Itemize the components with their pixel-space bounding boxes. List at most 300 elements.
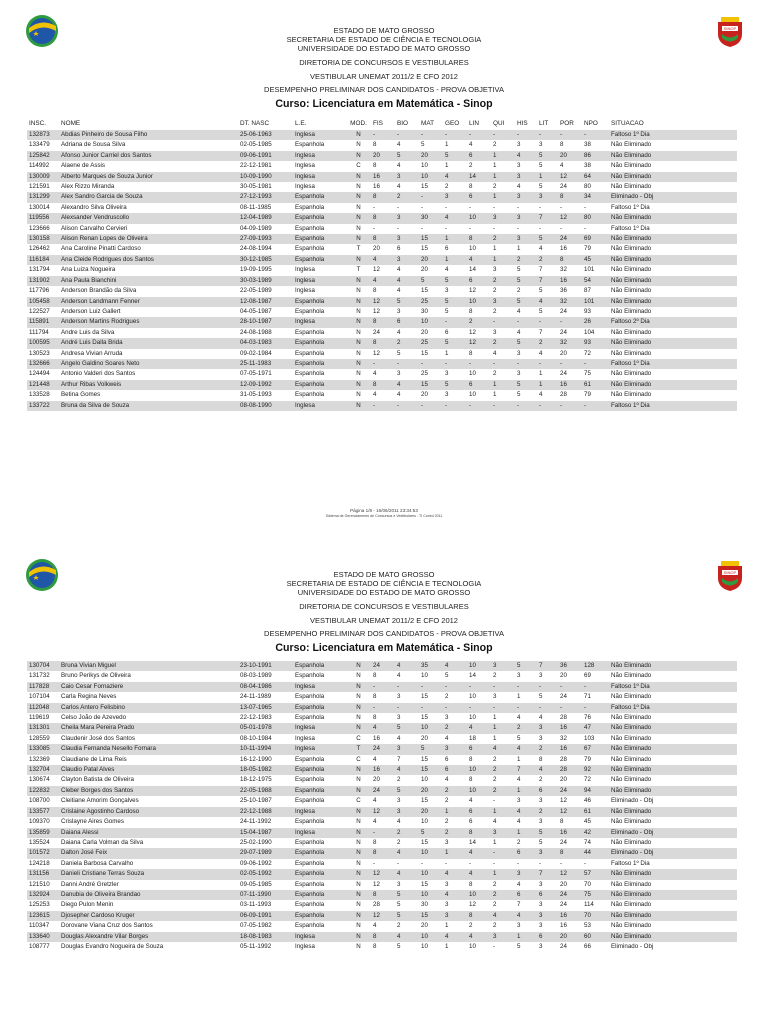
table-cell: -	[443, 682, 467, 692]
table-cell: Eliminado - Obj	[609, 828, 737, 838]
table-cell: 10	[419, 161, 443, 171]
table-cell: 16	[558, 244, 582, 254]
table-cell: 3	[537, 734, 558, 744]
table-cell: N	[346, 890, 371, 900]
table-cell: Daiana Carla Volman da Silva	[59, 838, 238, 848]
table-cell: 3	[443, 900, 467, 910]
table-row	[27, 338, 737, 348]
table-cell: -	[491, 682, 515, 692]
table-cell: 3	[515, 921, 537, 931]
table-cell: Cleitiane Amorim Gonçalves	[59, 796, 238, 806]
table-cell: 6	[443, 244, 467, 254]
table-cell: Espanhola	[293, 192, 346, 202]
table-cell: 69	[582, 671, 609, 681]
table-cell: 08-11-1985	[238, 203, 293, 213]
table-cell: 2	[537, 255, 558, 265]
table-cell: 128	[582, 661, 609, 671]
table-cell: Daniela Barbosa Carvalho	[59, 859, 238, 869]
table-cell: Espanhola	[293, 755, 346, 765]
table-cell: Espanhola	[293, 880, 346, 890]
table-cell: 124218	[27, 859, 59, 869]
table-cell: N	[346, 328, 371, 338]
table-cell: -	[419, 192, 443, 202]
table-cell: 16-12-1990	[238, 755, 293, 765]
table-cell: Ana Luiza Nogueira	[59, 265, 238, 275]
table-cell: -	[491, 224, 515, 234]
table-cell: Não Eliminado	[609, 140, 737, 150]
table-cell: -	[395, 224, 419, 234]
table-cell: 61	[582, 380, 609, 390]
header-secretariat: SECRETARIA DE ESTADO DE CIÊNCIA E TECNOLOGIA	[286, 579, 482, 588]
table-row	[27, 786, 737, 796]
table-cell: 2	[537, 338, 558, 348]
table-header	[27, 118, 737, 130]
table-cell: Não Eliminado	[609, 369, 737, 379]
table-cell: 16	[558, 828, 582, 838]
table-cell: 2	[491, 182, 515, 192]
table-cell: 3	[537, 140, 558, 150]
table-cell: 130523	[27, 349, 59, 359]
table-row	[27, 255, 737, 265]
table-cell: Espanhola	[293, 911, 346, 921]
table-cell: 5	[515, 942, 537, 952]
table-cell: 10	[419, 848, 443, 858]
table-cell: 4	[515, 328, 537, 338]
table-cell: 5	[419, 276, 443, 286]
table-cell: 24	[558, 234, 582, 244]
table-cell: 23-10-1991	[238, 661, 293, 671]
table-cell: 5	[419, 828, 443, 838]
table-cell: -	[419, 859, 443, 869]
table-cell: Dorovane Viana Cruz dos Santos	[59, 921, 238, 931]
table-cell: -	[491, 317, 515, 327]
table-row	[27, 380, 737, 390]
table-cell: 12	[558, 807, 582, 817]
table-cell: 46	[582, 796, 609, 806]
table-cell: 2	[443, 723, 467, 733]
table-cell: -	[558, 859, 582, 869]
table-cell: -	[582, 682, 609, 692]
table-cell: 4	[395, 182, 419, 192]
header-university: UNIVERSIDADE DO ESTADO DE MATO GROSSO	[297, 44, 471, 53]
table-cell: Alaene de Assis	[59, 161, 238, 171]
table-cell: Inglesa	[293, 932, 346, 942]
table-cell: N	[346, 848, 371, 858]
table-cell: 6	[467, 744, 491, 754]
table-cell: 2	[491, 880, 515, 890]
table-cell: 10	[419, 723, 443, 733]
table-cell: 1	[443, 234, 467, 244]
table-cell: Não Eliminado	[609, 338, 737, 348]
table-cell: -	[371, 401, 395, 411]
table-cell: -	[467, 359, 491, 369]
table-cell: -	[371, 859, 395, 869]
table-cell: 3	[537, 671, 558, 681]
table-cell: 32	[558, 338, 582, 348]
table-cell: Betina Gomes	[59, 390, 238, 400]
table-cell: Espanhola	[293, 890, 346, 900]
table-cell: 4	[395, 286, 419, 296]
table-cell: Espanhola	[293, 140, 346, 150]
table-cell: 27-12-1993	[238, 192, 293, 202]
table-cell: 22-12-1988	[238, 807, 293, 817]
table-cell: Ana Caroline Pinatti Cardoso	[59, 244, 238, 254]
table-cell: 24	[558, 307, 582, 317]
table-cell: 4	[371, 796, 395, 806]
table-cell: 107104	[27, 692, 59, 702]
table-cell: Angelo Galdino Soares Neto	[59, 359, 238, 369]
table-cell: N	[346, 338, 371, 348]
table-cell: Espanhola	[293, 661, 346, 671]
table-cell: 116184	[27, 255, 59, 265]
table-cell: Espanhola	[293, 390, 346, 400]
table-cell: 4	[537, 713, 558, 723]
table-cell: 2	[537, 775, 558, 785]
table-cell: 10	[467, 369, 491, 379]
table-cell: 16	[371, 182, 395, 192]
table-row	[27, 213, 737, 223]
table-cell: N	[346, 380, 371, 390]
table-cell: Inglesa	[293, 130, 346, 140]
table-cell: 10	[467, 765, 491, 775]
table-cell: 104	[582, 328, 609, 338]
table-cell: 5	[419, 140, 443, 150]
header-state: ESTADO DE MATO GROSSO	[333, 26, 435, 35]
table-cell: 5	[443, 151, 467, 161]
table-cell: 7	[537, 869, 558, 879]
table-cell: 70	[582, 880, 609, 890]
table-cell: 6	[467, 276, 491, 286]
table-cell: Inglesa	[293, 723, 346, 733]
table-cell: -	[371, 224, 395, 234]
table-cell: Não Eliminado	[609, 817, 737, 827]
table-cell: 6	[443, 765, 467, 775]
table-row	[27, 817, 737, 827]
table-cell: N	[346, 703, 371, 713]
table-cell: 15	[419, 244, 443, 254]
table-cell: -	[443, 401, 467, 411]
table-cell: 126462	[27, 244, 59, 254]
table-cell: -	[515, 401, 537, 411]
header-secretariat: SECRETARIA DE ESTADO DE CIÊNCIA E TECNOLOGIA	[286, 35, 482, 44]
column-header: NPO	[584, 120, 598, 127]
table-cell: 30	[419, 900, 443, 910]
table-cell: Não Eliminado	[609, 723, 737, 733]
table-cell: 8	[371, 713, 395, 723]
table-cell: 4	[558, 161, 582, 171]
table-cell: 24	[558, 786, 582, 796]
table-cell: -	[395, 130, 419, 140]
table-cell: Andresa Vivian Arruda	[59, 349, 238, 359]
table-cell: -	[491, 796, 515, 806]
table-cell: Não Eliminado	[609, 786, 737, 796]
table-cell: -	[371, 130, 395, 140]
table-cell: -	[491, 203, 515, 213]
table-cell: 1	[491, 807, 515, 817]
table-cell: 130704	[27, 661, 59, 671]
table-cell: Não Eliminado	[609, 838, 737, 848]
table-cell: -	[443, 317, 467, 327]
table-cell: 2	[491, 921, 515, 931]
table-row	[27, 161, 737, 171]
table-cell: -	[467, 401, 491, 411]
table-row	[27, 848, 737, 858]
table-cell: Espanhola	[293, 244, 346, 254]
table-cell: 07-05-1982	[238, 921, 293, 931]
table-cell: 4	[467, 848, 491, 858]
table-cell: 8	[371, 234, 395, 244]
table-cell: -	[443, 130, 467, 140]
table-cell: 1	[443, 807, 467, 817]
table-cell: 131794	[27, 265, 59, 275]
table-cell: 3	[537, 817, 558, 827]
table-cell: -	[491, 359, 515, 369]
table-cell: 12-04-1989	[238, 213, 293, 223]
table-cell: 69	[582, 234, 609, 244]
table-cell: Não Eliminado	[609, 151, 737, 161]
table-cell: Inglesa	[293, 682, 346, 692]
table-cell: 8	[371, 838, 395, 848]
table-cell: 08-03-1989	[238, 671, 293, 681]
table-row	[27, 369, 737, 379]
table-cell: 4	[515, 307, 537, 317]
table-cell: 8	[371, 380, 395, 390]
table-cell: 3	[395, 744, 419, 754]
table-cell: 18	[467, 734, 491, 744]
table-cell: Não Eliminado	[609, 921, 737, 931]
table-cell: 20	[371, 151, 395, 161]
table-cell: Caio Cesar Fornaziere	[59, 682, 238, 692]
table-cell: 93	[582, 338, 609, 348]
table-cell: 06-09-1991	[238, 911, 293, 921]
table-cell: 25-11-1983	[238, 359, 293, 369]
table-cell: 5	[443, 307, 467, 317]
table-cell: -	[419, 130, 443, 140]
table-cell: 1	[443, 140, 467, 150]
table-cell: 08-08-1990	[238, 401, 293, 411]
table-cell: 6	[467, 817, 491, 827]
table-row	[27, 172, 737, 182]
table-cell: N	[346, 942, 371, 952]
table-cell: 4	[395, 817, 419, 827]
table-cell: 6	[515, 848, 537, 858]
table-cell: 5	[537, 234, 558, 244]
table-cell: 131732	[27, 671, 59, 681]
table-cell: Alison Renan Lopes de Oliveira	[59, 234, 238, 244]
table-cell: 10	[419, 942, 443, 952]
table-cell: 24	[558, 328, 582, 338]
table-cell: 4	[443, 172, 467, 182]
table-cell: -	[419, 703, 443, 713]
table-cell: 5	[395, 911, 419, 921]
table-cell: 4	[395, 328, 419, 338]
table-cell: Espanhola	[293, 359, 346, 369]
table-cell: 1	[443, 848, 467, 858]
table-cell: 3	[515, 796, 537, 806]
table-cell: Inglesa	[293, 401, 346, 411]
table-cell: 131299	[27, 192, 59, 202]
table-row	[27, 661, 737, 671]
table-cell: -	[582, 401, 609, 411]
table-row	[27, 140, 737, 150]
table-cell: 79	[582, 755, 609, 765]
table-row	[27, 307, 737, 317]
table-cell: 12	[467, 900, 491, 910]
table-cell: C	[346, 161, 371, 171]
table-cell: 1	[443, 921, 467, 931]
table-cell: Eliminado - Obj	[609, 848, 737, 858]
table-cell: Claudio Patal Alves	[59, 765, 238, 775]
table-cell: Não Eliminado	[609, 671, 737, 681]
table-cell: 101572	[27, 848, 59, 858]
table-cell: 8	[371, 942, 395, 952]
table-cell: Faltoso 1º Dia	[609, 224, 737, 234]
table-cell: 79	[582, 244, 609, 254]
table-cell: -	[515, 203, 537, 213]
table-cell: -	[537, 859, 558, 869]
table-cell: 135859	[27, 828, 59, 838]
table-cell: 3	[491, 932, 515, 942]
table-cell: 53	[582, 921, 609, 931]
table-cell: 10	[419, 932, 443, 942]
table-cell: Adriana de Sousa Silva	[59, 140, 238, 150]
table-cell: 86	[582, 151, 609, 161]
table-cell: N	[346, 807, 371, 817]
table-cell: Douglas Evandro Nogueira de Souza	[59, 942, 238, 952]
table-cell: 8	[371, 692, 395, 702]
table-cell: 15	[419, 911, 443, 921]
table-row	[27, 869, 737, 879]
table-cell: 101	[582, 297, 609, 307]
table-cell: -	[537, 359, 558, 369]
header-university: UNIVERSIDADE DO ESTADO DE MATO GROSSO	[297, 588, 471, 597]
table-cell: -	[443, 703, 467, 713]
table-cell: 20	[558, 932, 582, 942]
table-cell: 8	[467, 182, 491, 192]
table-cell: Inglesa	[293, 942, 346, 952]
table-cell: 1	[491, 734, 515, 744]
table-cell: 36	[558, 286, 582, 296]
table-cell: Não Eliminado	[609, 900, 737, 910]
table-cell: 3	[395, 796, 419, 806]
table-cell: 8	[371, 671, 395, 681]
table-cell: Não Eliminado	[609, 244, 737, 254]
table-cell: 2	[443, 817, 467, 827]
table-row	[27, 703, 737, 713]
table-cell: -	[443, 359, 467, 369]
column-header: QUI	[493, 120, 505, 127]
table-cell: -	[371, 203, 395, 213]
table-cell: 2	[515, 838, 537, 848]
table-cell: 4	[371, 369, 395, 379]
table-cell: 8	[371, 140, 395, 150]
table-cell: 24	[371, 786, 395, 796]
table-cell: 16	[371, 734, 395, 744]
table-cell: -	[515, 130, 537, 140]
table-cell: 8	[558, 192, 582, 202]
table-cell: 110347	[27, 921, 59, 931]
table-cell: 30-03-1989	[238, 276, 293, 286]
table-cell: 1	[443, 942, 467, 952]
table-cell: 5	[515, 380, 537, 390]
table-cell: 5	[395, 723, 419, 733]
table-cell: 09-06-1992	[238, 859, 293, 869]
table-cell: 8	[371, 192, 395, 202]
table-cell: N	[346, 286, 371, 296]
table-cell: 1	[491, 713, 515, 723]
table-cell: -	[395, 682, 419, 692]
table-cell: 117828	[27, 682, 59, 692]
table-cell: Douglas Alexandre Vilar Borges	[59, 932, 238, 942]
table-cell: Carlos Antero Felisbino	[59, 703, 238, 713]
table-cell: 4	[467, 796, 491, 806]
table-cell: 3	[537, 192, 558, 202]
table-cell: 8	[467, 234, 491, 244]
table-cell: 121591	[27, 182, 59, 192]
table-cell: -	[558, 224, 582, 234]
table-cell: 4	[515, 151, 537, 161]
table-cell: 4	[395, 390, 419, 400]
table-cell: Danni André Gretzler	[59, 880, 238, 890]
table-cell: 4	[395, 265, 419, 275]
table-cell: 2	[395, 828, 419, 838]
table-cell: 8	[371, 213, 395, 223]
course-title: Curso: Licenciatura em Matemática - Sinop	[275, 642, 493, 654]
table-cell: -	[558, 401, 582, 411]
table-cell: Espanhola	[293, 224, 346, 234]
table-cell: 36	[558, 661, 582, 671]
table-cell: 8	[371, 932, 395, 942]
table-cell: 3	[515, 234, 537, 244]
table-cell: Espanhola	[293, 369, 346, 379]
table-cell: 05-11-1992	[238, 942, 293, 952]
table-cell: 2	[443, 828, 467, 838]
table-cell: -	[371, 703, 395, 713]
table-cell: 3	[515, 161, 537, 171]
column-header: MOD.	[350, 120, 367, 127]
table-cell: 12	[371, 911, 395, 921]
table-cell: Inglesa	[293, 828, 346, 838]
table-cell: 22-05-1988	[238, 786, 293, 796]
column-header: SITUACAO	[611, 120, 644, 127]
table-cell: 8	[371, 890, 395, 900]
table-cell: -	[537, 703, 558, 713]
table-cell: 24-11-1989	[238, 692, 293, 702]
table-row	[27, 401, 737, 411]
table-cell: 25-06-1963	[238, 130, 293, 140]
table-cell: 132924	[27, 890, 59, 900]
table-cell: 3	[395, 234, 419, 244]
table-cell: 24	[558, 369, 582, 379]
table-cell: 1	[491, 869, 515, 879]
table-cell: 75	[582, 369, 609, 379]
table-cell: 12	[371, 349, 395, 359]
table-cell: 12	[558, 213, 582, 223]
table-cell: Afonso Junior Carriel dos Santos	[59, 151, 238, 161]
table-cell: Inglesa	[293, 151, 346, 161]
table-cell: 72	[582, 775, 609, 785]
table-cell: 28	[558, 765, 582, 775]
table-cell: 1	[491, 244, 515, 254]
table-cell: 112048	[27, 703, 59, 713]
table-cell: 67	[582, 744, 609, 754]
table-cell: 27-09-1993	[238, 234, 293, 244]
table-cell: 1	[491, 161, 515, 171]
table-cell: -	[491, 401, 515, 411]
table-cell: 18-08-1983	[238, 932, 293, 942]
table-cell: 24	[371, 328, 395, 338]
table-cell: Espanhola	[293, 380, 346, 390]
